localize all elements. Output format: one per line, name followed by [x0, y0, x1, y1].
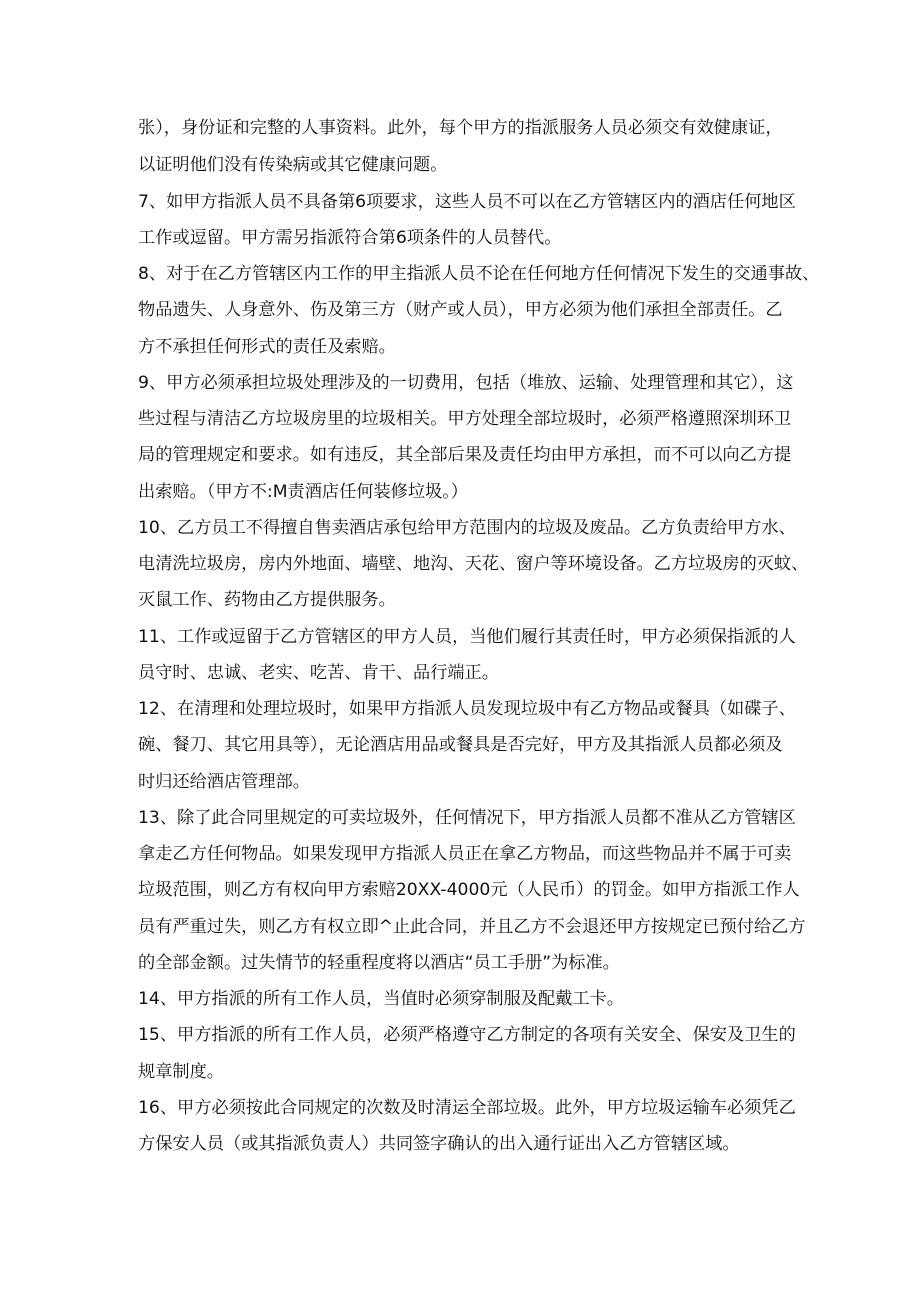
text-line: 些过程与清洁乙方垃圾房里的垃圾相关。甲方处理全部垃圾时，必须严格遵照深圳环卫 — [138, 409, 792, 429]
text-line: 8、对于在乙方管辖区内工作的甲主指派人员不论在任何地方任何情况下发生的交通事故、 — [138, 264, 820, 284]
text-line: 灭鼠工作、药物由乙方提供服务。 — [138, 590, 396, 610]
text-line: 方保安人员（或其指派负责人）共同签字确认的出入通行证出入乙方管辖区域。 — [138, 1134, 740, 1154]
text-line: 14、甲方指派的所有工作人员，当值时必须穿制服及配戴工卡。 — [138, 989, 624, 1009]
text-line: 规章制度。 — [138, 1062, 224, 1082]
text-line: 拿走乙方任何物品。如果发现甲方指派人员正在拿乙方物品，而这些物品并不属于可卖 — [138, 844, 792, 864]
text-line: 电清洗垃圾房，房内外地面、墙壁、地沟、天花、窗户等环境设备。乙方垃圾房的灭蚊、 — [138, 554, 809, 574]
text-line: 张），身份证和完整的人事资料。此外，每个甲方的指派服务人员必须交有效健康证， — [138, 118, 783, 138]
text-line: 13、除了此合同里规定的可卖垃圾外，任何情况下，甲方指派人员都不准从乙方管辖区 — [138, 808, 796, 828]
text-line: 员守时、忠诚、老实、吃苦、肯干、品行端正。 — [138, 663, 499, 683]
text-line: 工作或逗留。甲方需另指派符合第6项条件的人员替代。 — [138, 228, 562, 248]
text-line: 时归还给酒店管理部。 — [138, 772, 310, 792]
text-line: 碗、餐刀、其它用具等），无论酒店用品或餐具是否完好，甲方及其指派人员都必须及 — [138, 735, 783, 755]
text-line: 员有严重过失，则乙方有权立即^止此合同，并且乙方不会退还甲方按规定已预付给乙方 — [138, 917, 806, 937]
text-line: 局的管理规定和要求。如有违反，其全部后果及责任均由甲方承担，而不可以向乙方提 — [138, 445, 792, 465]
text-line: 7、如甲方指派人员不具备第6项要求，这些人员不可以在乙方管辖区内的酒店任何地区 — [138, 192, 796, 212]
text-line: 出索赔。（甲方不:M责酒店任何装修垃圾。） — [138, 482, 468, 502]
text-line: 16、甲方必须按此合同规定的次数及时清运全部垃圾。此外，甲方垃圾运输车必须凭乙 — [138, 1098, 796, 1118]
text-line: 10、乙方员工不得擅自售卖酒店承包给甲方范围内的垃圾及废品。乙方负责给甲方水、 — [138, 518, 796, 538]
text-line: 物品遗失、人身意外、伤及第三方（财产或人员），甲方必须为他们承担全部责任。乙 — [138, 300, 783, 320]
text-line: 11、工作或逗留于乙方管辖区的甲方人员，当他们履行其责任时，甲方必须保指派的人 — [138, 627, 796, 647]
text-line: 方不承担任何形式的责任及索赔。 — [138, 337, 396, 357]
text-line: 15、甲方指派的所有工作人员，必须严格遵守乙方制定的各项有关安全、保安及卫生的 — [138, 1025, 796, 1045]
text-line: 9、甲方必须承担垃圾处理涉及的一切费用，包括（堆放、运输、处理管理和其它），这 — [138, 373, 794, 393]
text-line: 12、在清理和处理垃圾时，如果甲方指派人员发现垃圾中有乙方物品或餐具（如碟子、 — [138, 699, 796, 719]
text-line: 以证明他们没有传染病或其它健康问题。 — [138, 155, 448, 175]
text-line: 垃圾范围，则乙方有权向甲方索赔20XX-4000元（人民币）的罚金。如甲方指派工作人 — [138, 880, 800, 900]
text-line: 的全部金额。过失情节的轻重程度将以酒店“员工手册”为标准。 — [138, 953, 620, 973]
